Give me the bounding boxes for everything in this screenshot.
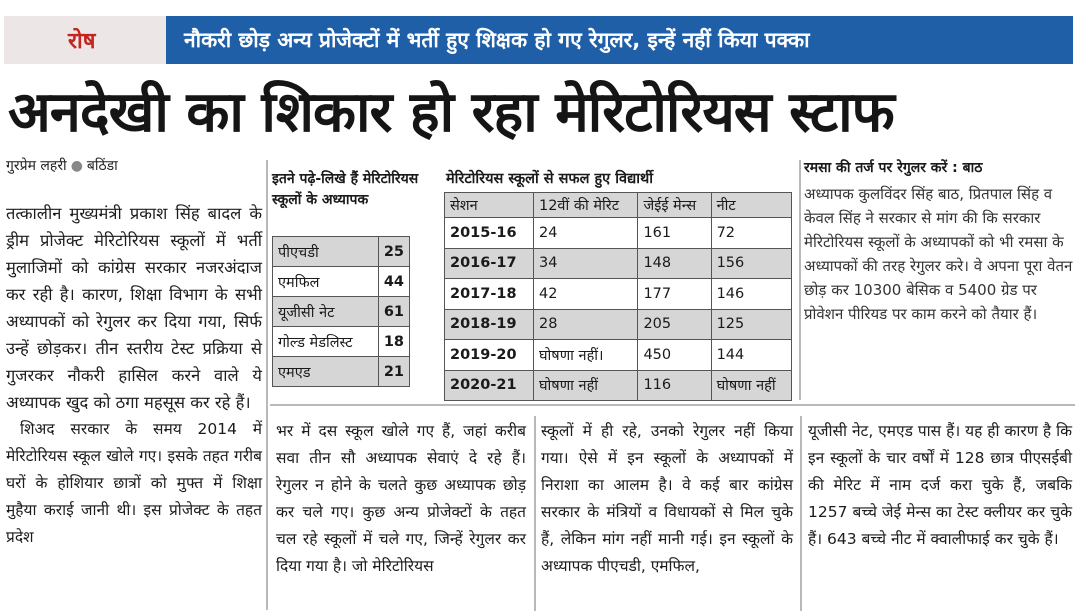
sidebar-title: रमसा की तर्ज पर रेगुलर करें : बाठ (804, 160, 983, 176)
sidebar-box (804, 156, 1074, 398)
table-cell: 72 (711, 218, 791, 249)
kicker-text: नौकरी छोड़ अन्य प्रोजेक्टों में भर्ती हुए शिक्षक हो गए रेगुलर, इन्हें नहीं किया पक्का (184, 28, 810, 52)
table-cell: 177 (638, 279, 711, 310)
table-cell: 205 (638, 309, 711, 340)
column-divider (800, 416, 802, 611)
table-cell: घोषणा नहीं। (533, 340, 637, 371)
table-cell: 42 (533, 279, 637, 310)
headline: अनदेखी का शिकार हो रहा मेरिटोरियस स्टाफ (8, 79, 894, 145)
table-cell: गोल्ड मेडलिस्ट (273, 327, 379, 357)
table-cell: 25 (378, 237, 409, 267)
student-results-table (444, 192, 792, 401)
table-row (273, 357, 410, 387)
kicker-strip (166, 16, 1073, 64)
table-cell: 2017-18 (445, 279, 534, 310)
table-row (273, 267, 410, 297)
table-cell: 144 (711, 340, 791, 371)
table-cell: 161 (638, 218, 711, 249)
table-cell: 24 (533, 218, 637, 249)
sidebar-text: अध्यापक कुलविंदर सिंह बाठ, प्रितपाल सिंह व केवल सिंह ने सरकार से मांग की कि सरकार मेरिटोरियस स्कूलों के अध्यापकों को भी रमसा के अध्यापकों की तरह रेगुलर करे। वे अपना पूरा वेतन छोड़ कर 10300 बेसिक व 5400 ग्रेड पर प्रोवेशन पीरियड पर काम करने को तैयार हैं। (804, 185, 1073, 323)
lead-paragraph: तत्कालीन मुख्यमंत्री प्रकाश सिंह बादल के ड्रीम प्रोजेक्ट मेरिटोरियस स्कूलों में भर्ती मुलाजिमों को कांग्रेस सरकार नजरअंदाज कर रही है। कारण, शिक्षा विभाग के सभी अध्यापकों को रेगुलर कर दिया गया, सिर्फ उन्हें छोड़कर। तीन स्तरीय टेस्ट प्रक्रिया से गुजरकर नौकरी हासिल करने वाले ये अध्यापक खुद को ठगा महसूस कर रहे हैं। (6, 204, 262, 412)
section-tag-label: रोष (68, 29, 96, 54)
table-row (445, 279, 792, 310)
table-header-cell: जेईई मेन्स (638, 193, 711, 218)
paragraph: भर में दस स्कूल खोले गए हैं, जहां करीब सवा तीन सौ अध्यापक सेवाएं दे रहे हैं। रेगुलर न होने के चलते कुछ अध्यापक छोड़ कर चले गए। कुछ अन्य प्रोजेक्टों के तहत चल रहे स्कूलों में चले गए, जिन्हें रेगुलर कर दिया गया है। जो मेरिटोरियस (276, 422, 526, 575)
table-cell: घोषणा नहीं (533, 370, 637, 401)
table-row (273, 327, 410, 357)
table-cell: 2015-16 (445, 218, 534, 249)
table-cell: एमफिल (273, 267, 379, 297)
article-column-1 (6, 200, 262, 551)
table-cell: यूजीसी नेट (273, 297, 379, 327)
table-row (273, 297, 410, 327)
table-cell: 146 (711, 279, 791, 310)
article-column-4 (808, 418, 1072, 553)
column-divider (266, 160, 268, 610)
table-cell: 125 (711, 309, 791, 340)
article-column-3 (541, 418, 793, 580)
bullet-icon: ● (70, 158, 83, 174)
section-tag (4, 16, 166, 64)
table-cell: 2020-21 (445, 370, 534, 401)
table-row (273, 237, 410, 267)
table-row (445, 248, 792, 279)
table-cell: 2019-20 (445, 340, 534, 371)
table1-title: इतने पढ़े-लिखे हैं मेरिटोरियस स्कूलों के अध्यापक (272, 171, 419, 208)
column-divider (534, 416, 536, 611)
paragraph: यूजीसी नेट, एमएड पास हैं। यह ही कारण है कि इन स्कूलों के चार वर्षों में 128 छात्र पीएसईबी की मेरिट में नाम दर्ज करा चुके हैं, जबकि 1257 बच्चे जेई मेन्स का टेस्ट क्लीयर कर चुके हैं। 643 बच्चे नीट में क्वालीफाई कर चुके हैं। (808, 422, 1072, 548)
table-cell: घोषणा नहीं (711, 370, 791, 401)
paragraph: स्कूलों में ही रहे, उनको रेगुलर नहीं किया गया। ऐसे में इन स्कूलों के अध्यापकों में निराशा का आलम है। वे कई बार कांग्रेस सरकार के मंत्रियों व विधायकों से मिल चुके हैं, लेकिन मांग नहीं मानी गई। इन स्कूलों के अध्यापक पीएचडी, एमफिल, (541, 422, 793, 575)
table-header-cell: नीट (711, 193, 791, 218)
table-cell: 34 (533, 248, 637, 279)
table-cell: 61 (378, 297, 409, 327)
article-column-2 (276, 418, 526, 580)
section-divider (270, 404, 1075, 406)
table-cell: 148 (638, 248, 711, 279)
column-divider (799, 160, 801, 400)
table-cell: 18 (378, 327, 409, 357)
byline-author: गुरप्रेम लहरी (6, 158, 67, 174)
table-row (445, 370, 792, 401)
table-cell: 450 (638, 340, 711, 371)
table-cell: 21 (378, 357, 409, 387)
table-cell: 2018-19 (445, 309, 534, 340)
table-cell: 156 (711, 248, 791, 279)
table2-title: मेरिटोरियस स्कूलों से सफल हुए विद्यार्थी (446, 171, 653, 187)
byline-place: बठिंडा (86, 158, 118, 174)
table-header-row (445, 193, 792, 218)
table-cell: 28 (533, 309, 637, 340)
table-header-cell: 12वीं की मेरिट (533, 193, 637, 218)
teacher-qualifications-table (272, 236, 410, 387)
table-cell: 116 (638, 370, 711, 401)
byline (6, 156, 118, 175)
table-cell: पीएचडी (273, 237, 379, 267)
table-row (445, 340, 792, 371)
table-cell: 2016-17 (445, 248, 534, 279)
table-cell: 44 (378, 267, 409, 297)
table-row (445, 309, 792, 340)
table-row (445, 218, 792, 249)
table-cell: एमएड (273, 357, 379, 387)
paragraph-2: शिअद सरकार के समय 2014 में मेरिटोरियस स्कूल खोले गए। इसके तहत गरीब घरों के होशियार छात्रों को मुफ्त में शिक्षा मुहैया कराई जानी थी। इस प्रोजेक्ट के तहत प्रदेश (6, 420, 262, 546)
table-header-cell: सेशन (445, 193, 534, 218)
